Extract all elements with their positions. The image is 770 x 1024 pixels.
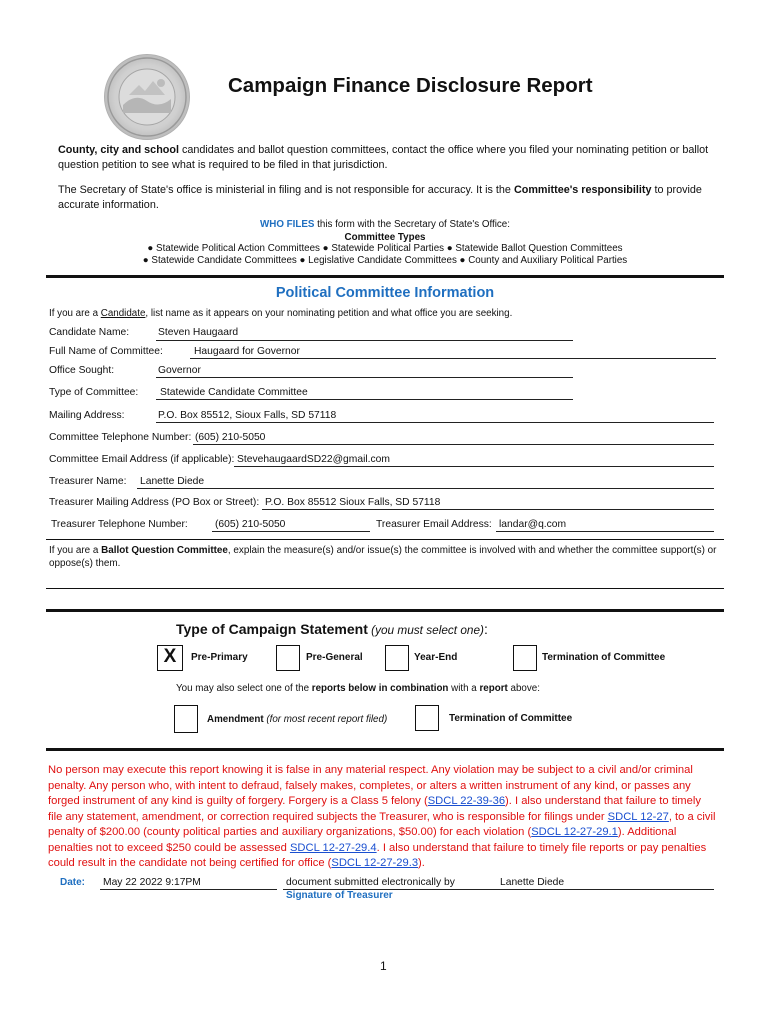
year-end-label: Year-End bbox=[414, 652, 458, 663]
treasurer-email-field[interactable]: landar@q.com bbox=[499, 519, 567, 530]
fields-divider bbox=[46, 539, 724, 540]
amendment-label: Amendment bbox=[207, 714, 264, 725]
ballot-text-a: If you are a bbox=[49, 545, 102, 556]
committee-type-field[interactable]: Statewide Candidate Committee bbox=[160, 387, 308, 398]
treasurer-mailing-field[interactable]: P.O. Box 85512 Sioux Falls, SD 57118 bbox=[265, 497, 441, 508]
committee-types-line-1: ● Statewide Political Action Committees ● Statewide Political Parties ● Statewide Ballot Question Committees bbox=[147, 243, 623, 254]
treasurer-phone-field[interactable]: (605) 210-5050 bbox=[215, 519, 286, 530]
who-files-text: this form with the Secretary of State's Office: bbox=[314, 219, 510, 230]
ballot-answer-line bbox=[46, 588, 724, 589]
committee-type-underline bbox=[156, 399, 573, 400]
committee-phone-label: Committee Telephone Number: bbox=[49, 432, 192, 443]
combo-bold-2: report bbox=[479, 683, 508, 694]
intro-bold-county: County, city and school bbox=[58, 144, 179, 156]
sdcl-22-39-36-link[interactable]: SDCL 22-39-36 bbox=[427, 795, 506, 807]
committee-email-underline bbox=[234, 466, 714, 467]
intro-text-2a: The Secretary of State's office is ministerial in filing and is not responsible for accuracy. It is the bbox=[58, 184, 514, 196]
termination-checkbox[interactable] bbox=[513, 645, 537, 671]
statement-heading-note: (you must select one) bbox=[367, 623, 484, 637]
committee-phone-field[interactable]: (605) 210-5050 bbox=[195, 432, 266, 443]
intro-paragraph-1 bbox=[58, 143, 718, 173]
treasurer-name-underline bbox=[137, 488, 714, 489]
legal-text-2: ). I also understand that failure to timely file any statement, amendment, or correction required subjects the Treasurer, who is responsible for filings under bbox=[48, 795, 701, 823]
legal-text-4: ). Additional penalties not to exceed $250 could be assessed bbox=[48, 826, 677, 854]
committee-types-line-2: ● Statewide Candidate Committees ● Legislative Candidate Committees ● County and Auxiliary Political Parties bbox=[142, 255, 628, 266]
treasurer-email-label: Treasurer Email Address: bbox=[376, 519, 492, 530]
ballot-bold: Ballot Question Committee bbox=[101, 545, 228, 556]
intro-text-2b: to provide accurate information. bbox=[58, 184, 702, 211]
combo-bold-1: reports below in combination bbox=[311, 683, 449, 694]
section-divider bbox=[46, 275, 724, 278]
submitted-electronically-text: document submitted electronically by bbox=[286, 877, 455, 888]
legal-notice bbox=[48, 763, 718, 872]
intro-text-1: candidates and ballot question committees, contact the office where you filed your nominating petition or ballot question petition to see what is required to be filed in that jurisdiction. bbox=[58, 144, 709, 171]
committee-type-label: Type of Committee: bbox=[49, 387, 139, 398]
section-divider-2 bbox=[46, 609, 724, 612]
sdcl-12-27-29-3-link[interactable]: SDCL 12-27-29.3 bbox=[331, 857, 419, 869]
committee-types-heading: Committee Types bbox=[344, 232, 426, 243]
treasurer-mailing-label: Treasurer Mailing Address (PO Box or Street): bbox=[49, 497, 260, 508]
mailing-address-field[interactable]: P.O. Box 85512, Sioux Falls, SD 57118 bbox=[158, 410, 337, 421]
termination-label: Termination of Committee bbox=[542, 652, 666, 663]
treasurer-name-label: Treasurer Name: bbox=[49, 476, 127, 487]
state-seal-icon bbox=[104, 54, 190, 140]
signature-label: Signature of Treasurer bbox=[286, 890, 393, 901]
treasurer-phone-underline bbox=[212, 531, 370, 532]
statement-heading-colon: : bbox=[483, 621, 488, 637]
statement-heading: Type of Campaign Statement bbox=[176, 621, 368, 637]
combo-text-b: with a bbox=[448, 683, 480, 694]
amendment-checkbox[interactable] bbox=[174, 705, 198, 733]
amendment-note: (for most recent report filed) bbox=[263, 714, 388, 725]
candidate-term: Candidate bbox=[100, 308, 146, 319]
page-number: 1 bbox=[380, 959, 387, 973]
committee-phone-underline bbox=[193, 444, 714, 445]
termination-combo-checkbox[interactable] bbox=[415, 705, 439, 731]
legal-text-1: No person may execute this report knowing it is false in any material respect. Any violation may be subject to a civil and/or criminal penalty. Any person who, with intent to defraud, falsely makes, completes, or alters a written instrument of any kind, or passes any forged instrument of any kind is guilty of forgery. Forgery is a Class 5 felony ( bbox=[48, 764, 693, 807]
year-end-checkbox[interactable] bbox=[385, 645, 409, 671]
combination-instruction bbox=[176, 682, 540, 695]
termination-combo-label: Termination of Committee bbox=[449, 713, 573, 724]
legal-text-5: . I also understand that failure to timely file reports or pay penalties could result in the candidate not being certified for office ( bbox=[48, 841, 707, 869]
pre-primary-checkbox[interactable]: X bbox=[157, 645, 183, 671]
committee-name-field[interactable]: Haugaard for Governor bbox=[194, 346, 300, 357]
treasurer-phone-label: Treasurer Telephone Number: bbox=[51, 519, 188, 530]
combo-text-a: You may also select one of the bbox=[176, 683, 312, 694]
pre-primary-label: Pre-Primary bbox=[191, 652, 248, 663]
treasurer-mailing-underline bbox=[262, 509, 714, 510]
date-label: Date: bbox=[60, 877, 86, 888]
office-sought-underline bbox=[156, 377, 573, 378]
political-section-heading: Political Committee Information bbox=[275, 285, 495, 301]
candidate-name-label: Candidate Name: bbox=[49, 327, 130, 338]
statement-heading-line bbox=[176, 621, 488, 637]
candidate-instruction bbox=[49, 307, 512, 320]
who-files-label: WHO FILES bbox=[260, 219, 315, 230]
legal-text-6: ). bbox=[418, 857, 425, 869]
committee-email-label: Committee Email Address (if applicable): bbox=[49, 454, 235, 465]
combo-text-c: above: bbox=[507, 683, 540, 694]
candidate-name-field[interactable]: Steven Haugaard bbox=[158, 327, 239, 338]
treasurer-email-underline bbox=[496, 531, 714, 532]
office-sought-label: Office Sought: bbox=[49, 365, 115, 376]
page-title: Campaign Finance Disclosure Report bbox=[228, 74, 593, 97]
pre-general-label: Pre-General bbox=[306, 652, 363, 663]
instruction-text-a: If you are a bbox=[49, 308, 101, 319]
treasurer-signature-name: Lanette Diede bbox=[500, 877, 565, 888]
pre-general-checkbox[interactable] bbox=[276, 645, 300, 671]
office-sought-field[interactable]: Governor bbox=[158, 365, 201, 376]
candidate-name-underline bbox=[156, 340, 573, 341]
ballot-text-b: , explain the measure(s) and/or issue(s) the committee is involved with and whether the committee support(s) or oppose(s) them. bbox=[49, 545, 717, 569]
section-divider-3 bbox=[46, 748, 724, 751]
sdcl-12-27-29-1-link[interactable]: SDCL 12-27-29.1 bbox=[531, 826, 618, 838]
instruction-text-b: , list name as it appears on your nominating petition and what office you are seeking. bbox=[145, 308, 513, 319]
treasurer-name-field[interactable]: Lanette Diede bbox=[140, 476, 205, 487]
amendment-label-line bbox=[207, 714, 387, 725]
committee-email-field[interactable]: StevehaugaardSD22@gmail.com bbox=[237, 454, 390, 465]
date-field[interactable]: May 22 2022 9:17PM bbox=[103, 877, 201, 888]
date-underline bbox=[100, 889, 277, 890]
ballot-question-instruction bbox=[49, 544, 729, 570]
sdcl-12-27-link[interactable]: SDCL 12-27 bbox=[607, 810, 669, 823]
mailing-address-label: Mailing Address: bbox=[49, 410, 125, 421]
intro-bold-responsibility: Committee's responsibility bbox=[513, 184, 652, 196]
committee-name-label: Full Name of Committee: bbox=[49, 346, 163, 357]
committee-name-underline bbox=[190, 358, 716, 359]
intro-paragraph-2 bbox=[58, 183, 718, 213]
legal-text-3: , to a civil penalty of $200.00 (county political parties and auxiliary organizations, $50.00) for each violation ( bbox=[48, 810, 716, 838]
mailing-address-underline bbox=[156, 422, 714, 423]
sdcl-12-27-29-4-link[interactable]: SDCL 12-27-29.4 bbox=[289, 841, 377, 854]
who-files-line bbox=[0, 218, 770, 231]
